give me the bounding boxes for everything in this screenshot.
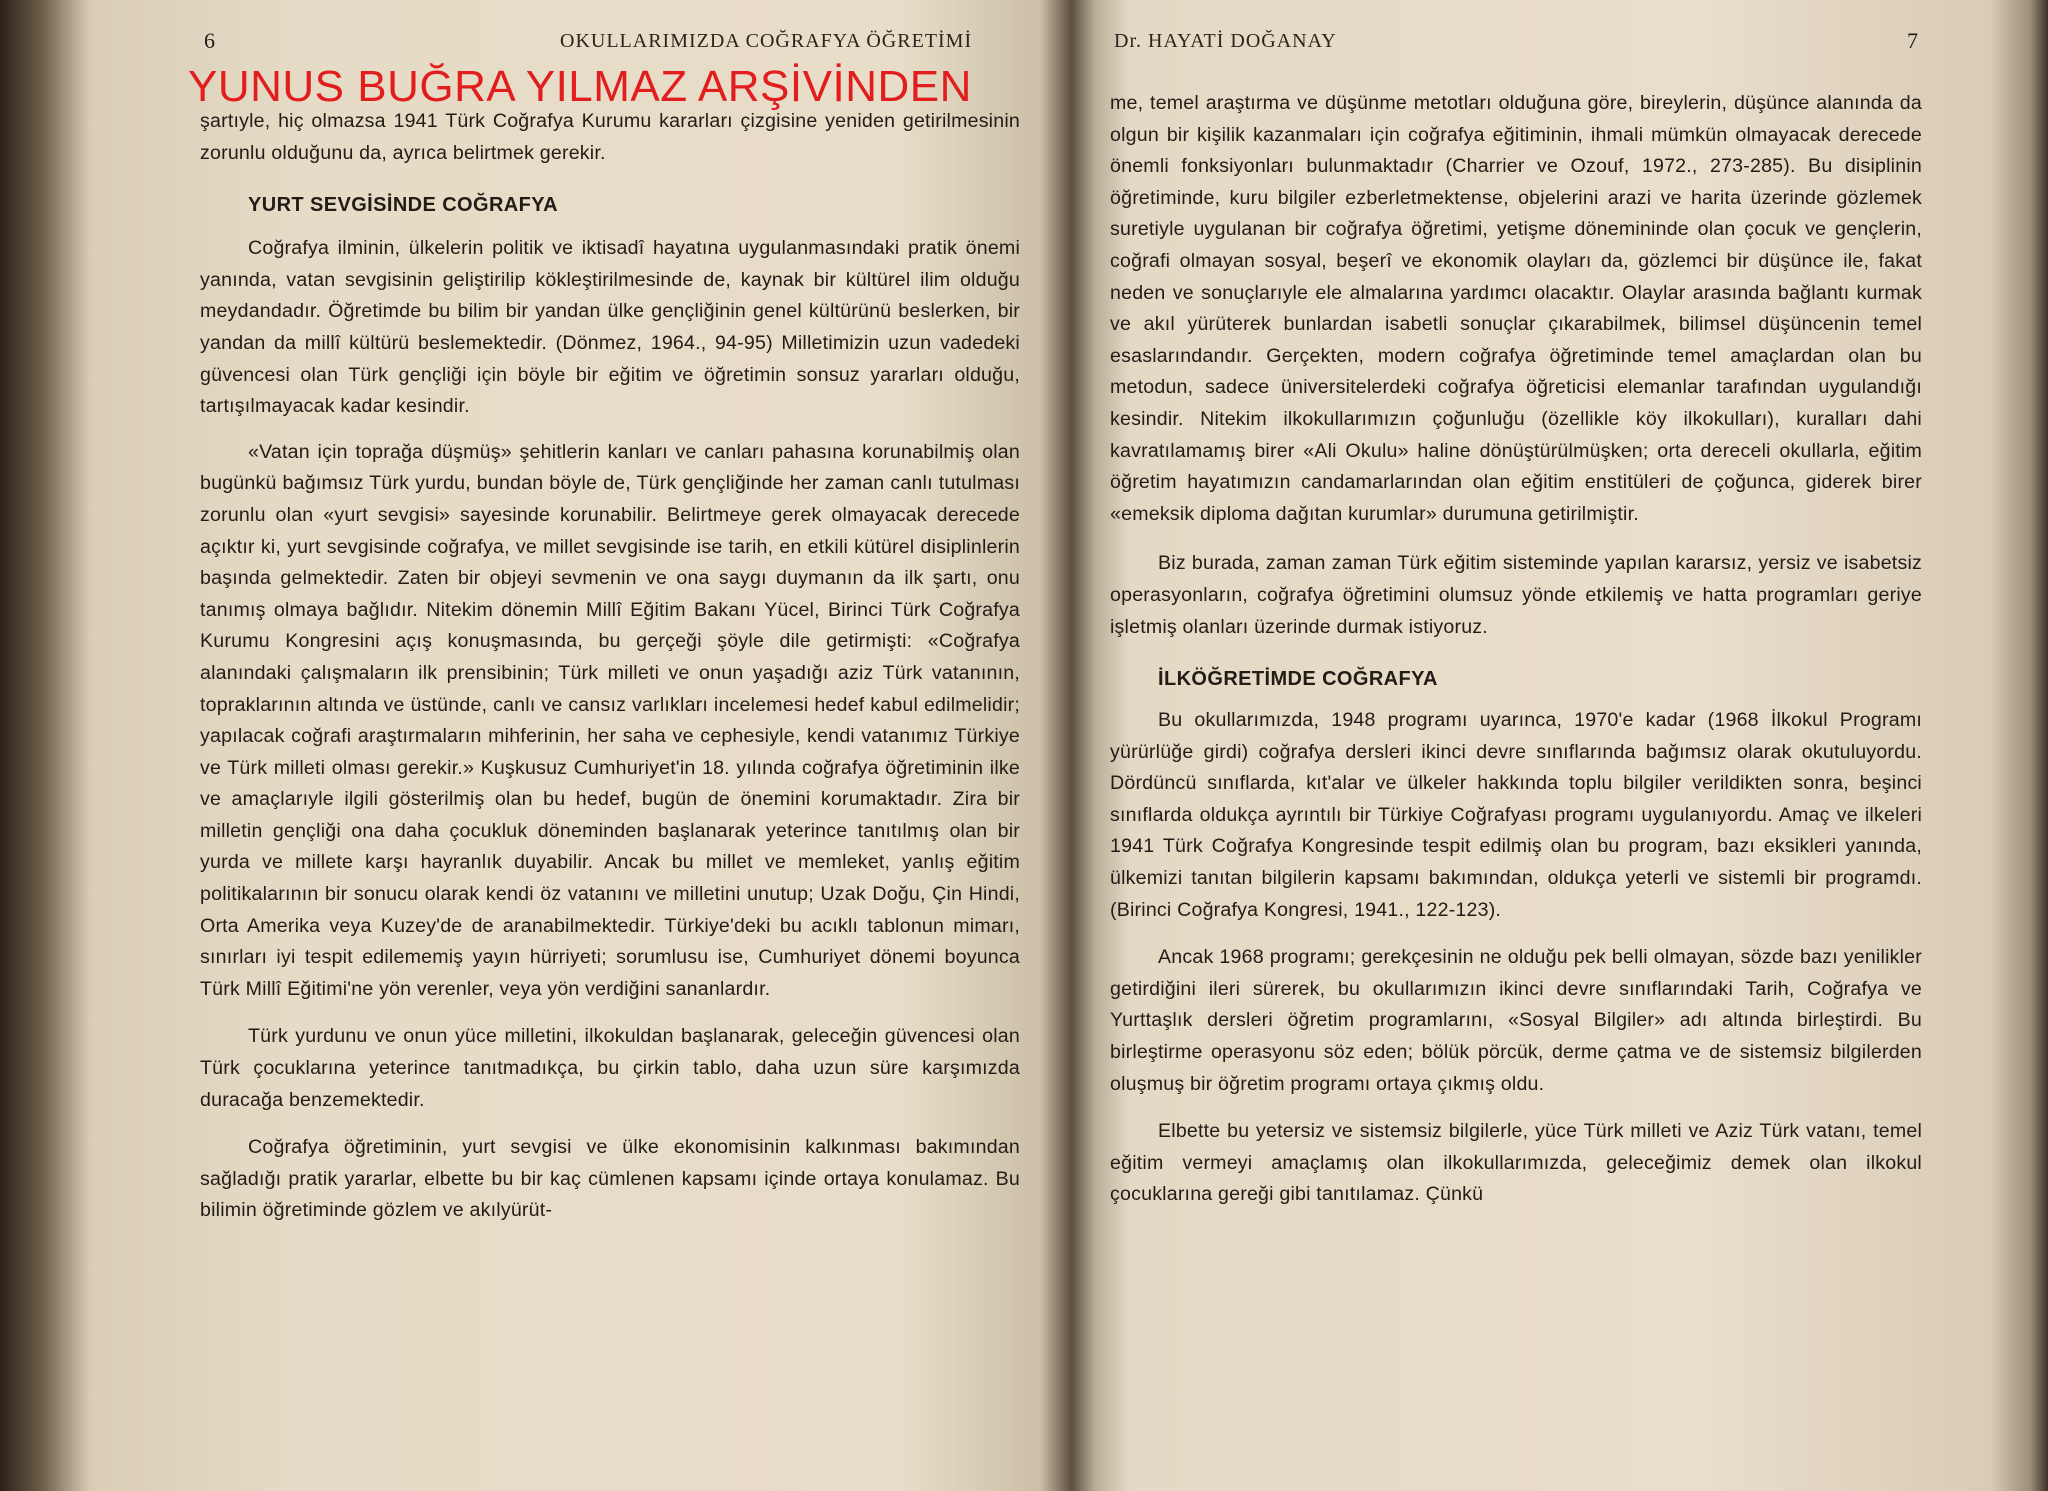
intro-paragraph: şartıyle, hiç olmazsa 1941 Türk Coğrafya Kurumu kararları çizgisine yeniden getirilmesinin zorunlu olduğunu da, ayrıca belirtmek gerekir. [200,110,1020,164]
paragraph: Elbette bu yetersiz ve sistemsiz bilgilerle, yüce Türk milleti ve Aziz Türk vatanı, temel eğitim vermeyi amaçlamış olan ilkokullarımızda, geleceğimiz demek olan ilkokul çocuklarına gereği gibi tanıtılamaz. Çünkü [1110,1120,1922,1206]
paragraph: me, temel araştırma ve düşünme metotları olduğuna göre, bireylerin, düşünce alanında da olgun bir kişilik kazanmaları için coğrafya eğitiminin, ihmali mümkün olmayacak derecede önemli fonksiyonları bulunmaktadır (Charrier ve Ozouf, 1972., 273-285). Bu disiplinin öğretiminde, kuru bilgiler ezberletmektense, objelerini arazi ve harita üzerinde gözlemek suretiyle uygulanan bir coğrafya öğretimi, yetişme dönemininde olan çocuk ve gençlerin, coğrafi olmayan sosyal, beşerî ve ekonomik olayları da, gözlemci bir düşünce ile, fakat neden ve sonuçlarıyle ele almalarına yardımcı olacaktır. Olaylar arasında bağlantı kurmak ve akıl yürüterek bunlardan isabetli sonuçlar çıkarabilmek, bilimsel düşüncenin temel esaslarındandır. Gerçekten, modern coğrafya öğretiminde temel amaçlardan olan bu metodun, sadece üniversitelerdeki coğrafya öğreticisi elemanlar tarafından uygulandığı kesindir. Nitekim ilkokullarımızın çoğunluğu (özellikle köy ilkokulları), kuralları dahi kavratılamamış birer «Ali Okulu» haline dönüştürülmüşken; orta dereceli okullarla, eğitim öğretim hayatımızın candamarlarından olan eğitim enstitüleri de çoğunca, giderek birer «emeksik diploma dağıtan kurumlar» durumuna getirilmiştir. [1110,92,1922,525]
right-page-text [1110,88,1922,1211]
section-heading-ilkogretim: İLKÖĞRETİMDE COĞRAFYA [1158,668,1438,691]
right-page [1110,0,1922,1491]
section-heading-yurt-sevgisi: YURT SEVGİSİNDE COĞRAFYA [248,194,559,217]
paragraph: Coğrafya ilminin, ülkelerin politik ve iktisadî hayatına uygulanmasındaki pratik önemi yanında, vatan sevgisinin geliştirilip kökleştirilmesinde de, kaynak bir kültürel ilim olduğu meydandadır. Öğretimde bu bilim bir yandan ülke gençliğinin genel kültürünü beslerken, bir yandan da millî kültürü beslemektedir. (Dönmez, 1964., 94-95) Milletimizin uzun vadedeki güvencesi olan Türk gençliği için böyle bir eğitim ve öğretimin sonsuz yararları olduğu, tartışılmayacak kadar kesindir. [200,237,1020,418]
paragraph: Bu okullarımızda, 1948 programı uyarınca, 1970'e kadar (1968 İlkokul Programı yürürlüğe girdi) coğrafya dersleri ikinci devre sınıflarında bağımsız olarak okutuluyordu. Dördüncü sınıflarda, kıt'alar ve ülkeler hakkında toplu bilgiler verildikten sonra, beşinci sınıflarda oldukça ayrıntılı bir Türkiye Coğrafyası programı uygulanıyordu. Amaç ve ilkeleri 1941 Türk Coğrafya Kongresinde tespit edilmiş olan bu program, bazı eksikleri yanında, ülkemizi tanıtan bilgilerin kapsamı bakımından, oldukça yeterli ve sistemli bir programdı. (Birinci Coğrafya Kongresi, 1941., 122-123). [1110,709,1922,921]
paragraph: Ancak 1968 programı; gerekçesinin ne olduğu pek belli olmayan, sözde bazı yenilikler getirdiğini ileri sürerek, bu okullarımızın ikinci devre sınıflarındaki Tarih, Coğrafya ve Yurttaşlık dersleri öğretim programlarını, «Sosyal Bilgiler» adı altında birleştirdi. Bu birleştirme operasyonu söz eden; bölük pörcük, derme çatma ve de sistemsiz bilgilerden oluşmuş bir öğretim programı ortaya çıkmış oldu. [1110,946,1922,1095]
left-page-text [200,106,1020,1227]
paragraph: «Vatan için toprağa düşmüş» şehitlerin kanları ve canları pahasına korunabilmiş olan bugünkü bağımsız Türk yurdu, bundan böyle de, Türk gençliğinde her zaman canlı tutulması zorunlu olan «yurt sevgisi» sayesinde korunabilir. Belirtmeye gerek olmayacak derecede açıktır ki, yurt sevgisinde coğrafya, ve millet sevgisinde ise tarih, en etkili kütürel disiplinlerin başında gelmektedir. Zaten bir objeyi sevmenin ve ona saygı duymanın da ilk şartı, onu tanımış olmaya bağlıdır. Nitekim dönemin Millî Eğitim Bakanı Yücel, Birinci Türk Coğrafya Kurumu Kongresini açış konuşmasında, bu gerçeği şöyle dile getirmişti: «Coğrafya alanındaki çalışmaların ilk prensibinin; Türk milleti ve onun yaşadığı aziz Türk vatanının, topraklarının altında ve üstünde, canlı ve cansız varlıkları incelemesi hedef kabul edilmelidir; yapılacak coğrafi araştırmaların mihferinin, her saha ve cephesiyle, kendi vatanımız Türkiye ve Türk milleti olması gerekir.» Kuşkusuz Cumhuriyet'in 18. yılında coğrafya öğretiminin ilke ve amaçlarıyle ilgili gösterilmiş olan bu hedef, bugün de önemini korumaktadır. Zira bir milletin gençliği ona daha çocukluk döneminden başlanarak yeterince tanıtılmış olan bir yurda ve millete karşı hayranlık duyabilir. Ancak bu millet ve memleket, yanlış eğitim politikalarının bir sonucu olarak kendi öz vatanını ve milletini unutup; Uzak Doğu, Çin Hindi, Orta Amerika veya Kuzey'de de aranabilmektedir. Türkiye'deki bu acıklı tablonun mimarı, sınırları iyi tespit edilememiş yayın hürriyeti; sorumlusu ise, Cumhuriyet dönemi boyunca Türk Millî Eğitimi'ne yön verenler, veya yön verdiğini sananlardır. [200,440,1020,1000]
paragraph: Biz burada, zaman zaman Türk eğitim sisteminde yapılan kararsız, yersiz ve isabetsiz operasyonların, coğrafya öğretimini olumsuz yönde etkilemiş ve hatta programları geriye işletmiş olanları üzerinde durmak istiyoruz. [1110,552,1922,638]
right-running-head: Dr. HAYATİ DOĞANAY [1114,30,1337,52]
archive-watermark: YUNUS BUĞRA YILMAZ ARŞİVİNDEN [188,62,972,111]
left-page [200,0,1020,1491]
left-running-head: OKULLARIMIZDA COĞRAFYA ÖĞRETİMİ [560,30,973,52]
paragraph: Coğrafya öğretiminin, yurt sevgisi ve ülke ekonomisinin kalkınması bakımından sağladığı pratik yararlar, elbette bu bir kaç cümlenen kapsamı içinde ortaya konulamaz. Bu bilimin öğretiminde gözlem ve akılyürüt- [200,1136,1020,1222]
left-page-number: 6 [204,28,215,53]
paragraph: Türk yurdunu ve onun yüce milletini, ilkokuldan başlanarak, geleceğin güvencesi olan Türk çocuklarına yeterince tanıtmadıkça, bu çirkin tablo, daha uzun süre karşımızda duracağa benzemektedir. [200,1025,1020,1111]
right-page-number: 7 [1907,28,1918,53]
